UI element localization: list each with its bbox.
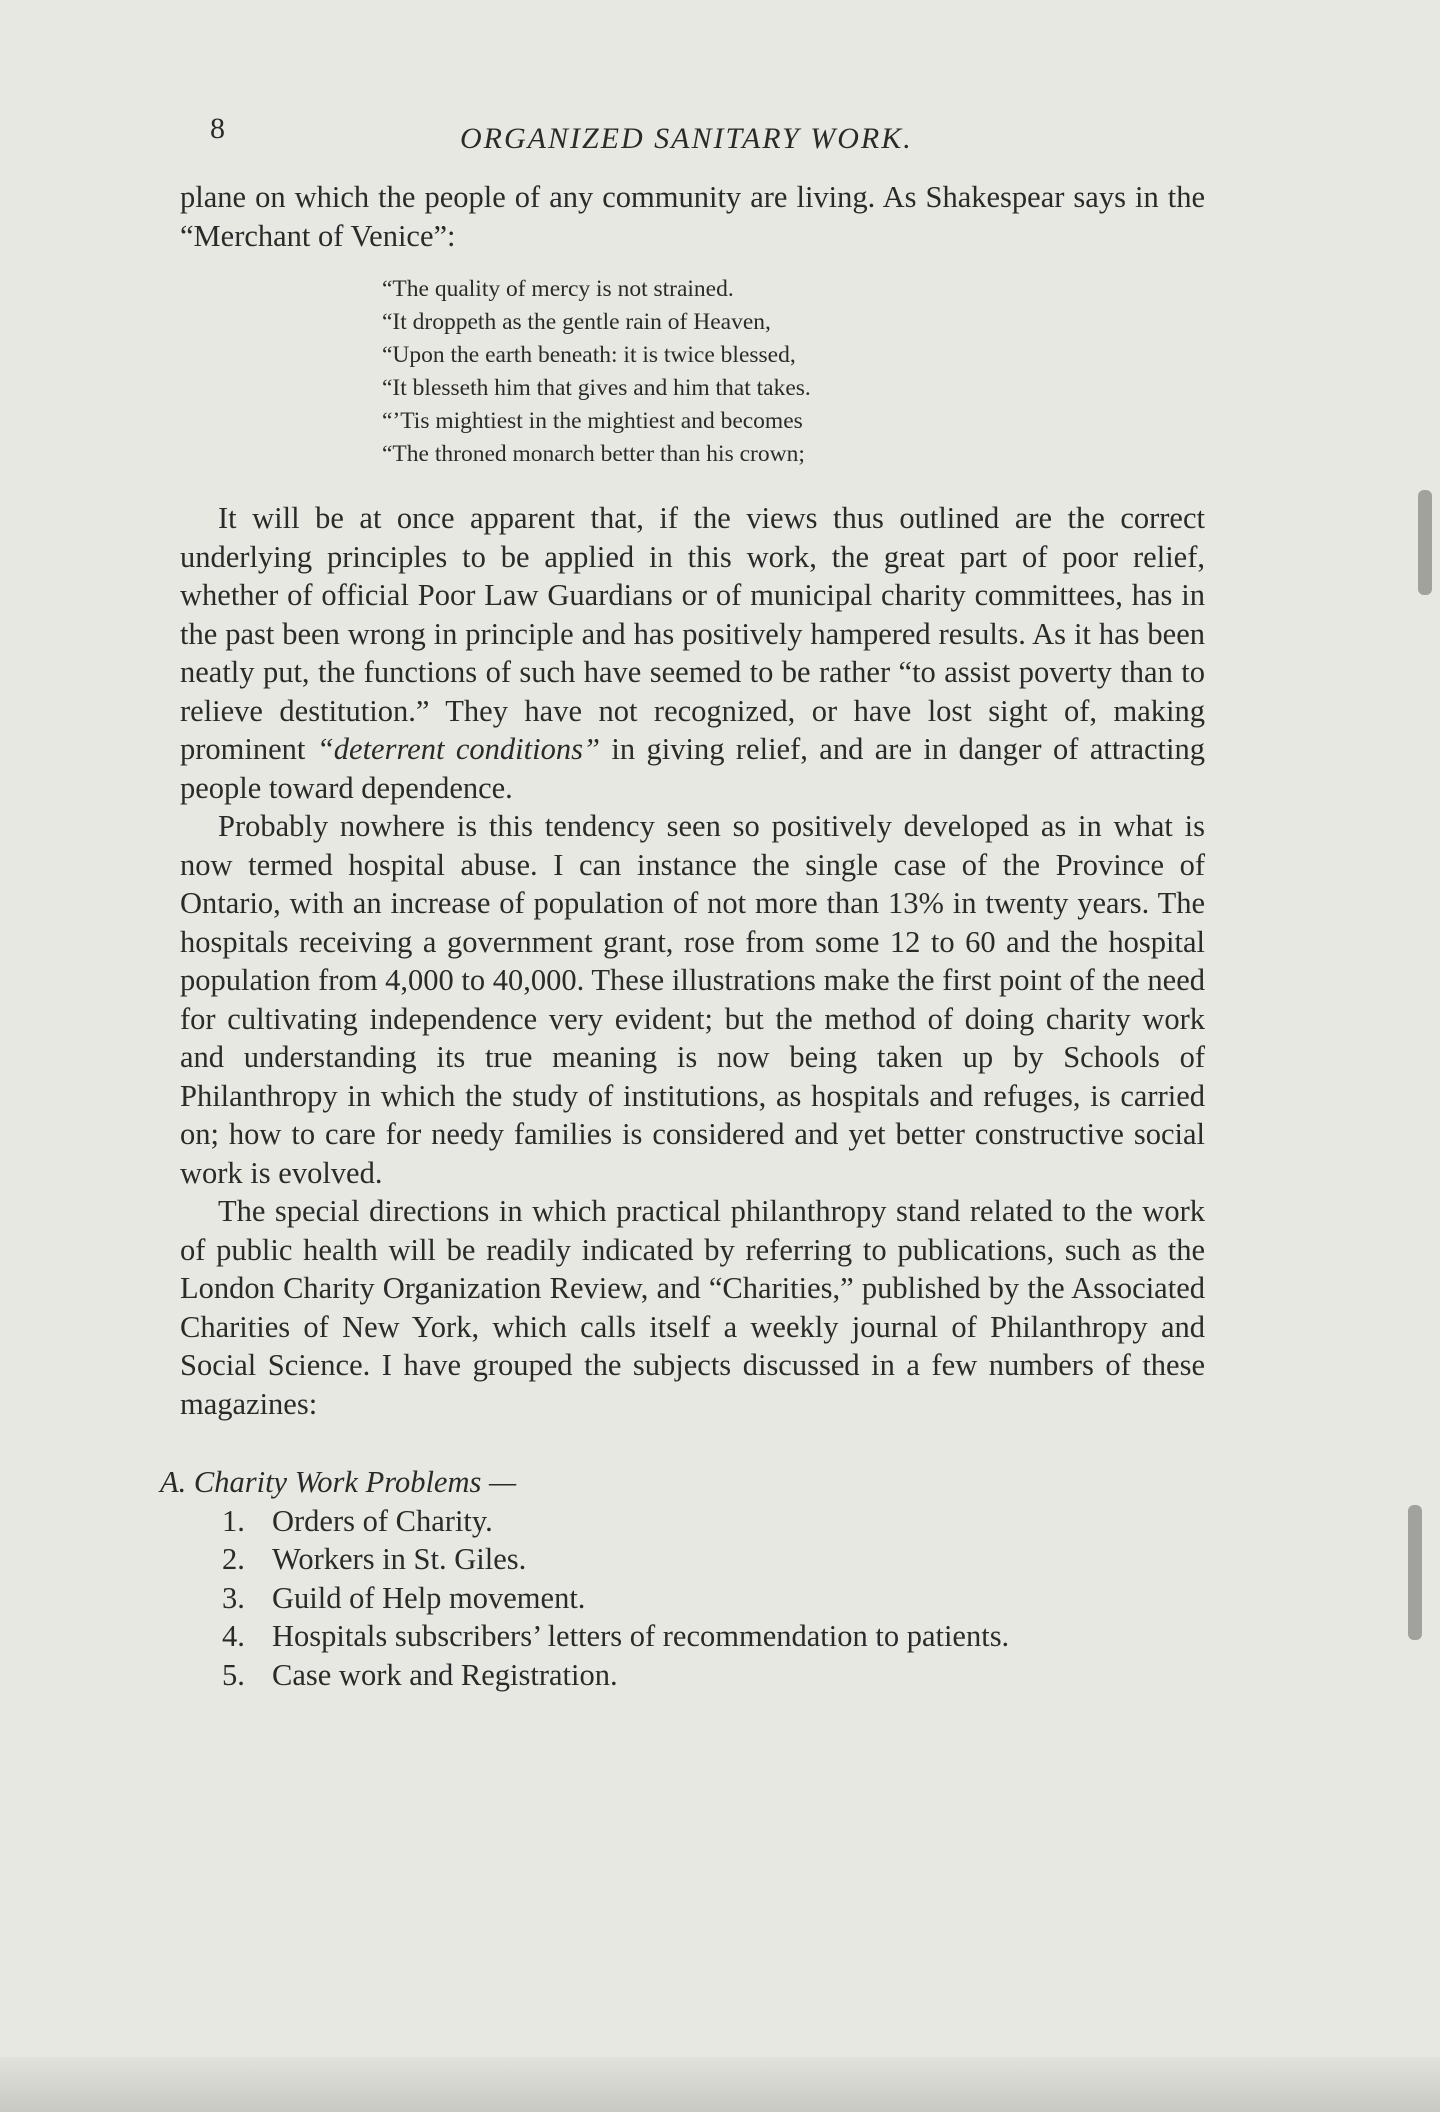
paragraph-text: It will be at once apparent that, if the views thus outlined are the correct underlying principles to be applied in this work, the great part of poor relief, whether of official Poor Law Guardians or of municipal charity committees, has in the past been wrong in principle and has positively hampered results. As it has been neatly put, the functions of such have seemed to be rather “to assist poverty than to relieve destitution.” They have not recognized, or have lost sight of, making prominent [180,501,1205,766]
verse-line: “The quality of mercy is not strained. [382,276,734,302]
body-text [160,178,1206,1694]
verse-quotation [382,273,1205,471]
binding-mark-lower [1408,1505,1422,1640]
list-item-number: 4. [222,1619,245,1653]
paragraph-hospital-abuse: Probably nowhere is this tendency seen so positively developed as in what is now termed hospital abuse. I can instance the single case of the Province of Ontario, with an increase of population of not more than 13% in twenty years. The hospitals receiving a government grant, rose from some 12 to 60 and the hospital population from 4,000 to 40,000. These illustrations make the first point of the need for cultivating independence very evident; but the method of doing charity work and understanding its true meaning is now being taken up by Schools of Philanthropy in which the study of institutions, as hospitals and refuges, is carried on; how to care for needy families is considered and yet better constructive social work is evolved. [180,809,1205,1190]
running-head: ORGANIZED SANITARY WORK. [460,122,913,155]
list-item [222,1656,1205,1695]
paragraph-philanthropy: The special directions in which practical philanthropy stand related to the work of public health will be readily indicated by referring to publications, such as the London Charity Organization Review, and “Charities,” published by the Associated Charities of New York, which calls itself a weekly journal of Philanthropy and Social Science. I have grouped the subjects discussed in a few numbers of these magazines: [180,1194,1205,1421]
verse-line: “Upon the earth beneath: it is twice blessed, [382,342,796,368]
list-item [222,1502,1205,1541]
list-item-text: Hospitals subscribers’ letters of recommendation to patients. [272,1619,1010,1653]
paragraph-poor-relief [180,499,1205,807]
list-heading: A. Charity Work Problems — [160,1465,517,1499]
verse-line: “It blesseth him that gives and him that takes. [382,375,811,401]
paragraph-continued: plane on which the people of any community are living. As Shakespear says in the “Merchant of Venice”: [180,180,1205,253]
list-item-number: 1. [222,1503,245,1538]
list-item-text: Case work and Registration. [272,1657,618,1692]
list-item-text: Guild of Help movement. [272,1580,586,1615]
list-item [222,1579,1205,1618]
list-item [222,1617,1205,1656]
page-number: 8 [210,112,225,145]
verse-line: “The throned monarch better than his crown; [382,441,805,467]
list-item-text: Workers in St. Giles. [272,1542,527,1576]
page-bottom-edge [0,2057,1440,2112]
verse-line: “It droppeth as the gentle rain of Heaven, [382,309,771,335]
list-item-number: 3. [222,1580,245,1615]
list-item-number: 2. [222,1542,245,1576]
emphasis-text: “deterrent conditions” [316,732,600,766]
paragraph-text: in giving relief, and are in danger of attracting people toward dependence. [180,732,1206,805]
list-item-number: 5. [222,1657,245,1692]
page-header [200,108,1200,155]
list-item [222,1540,1205,1579]
verse-line: “’Tis mightiest in the mightiest and becomes [382,408,803,434]
list-item-text: Orders of Charity. [272,1503,493,1538]
binding-mark-upper [1418,490,1432,595]
